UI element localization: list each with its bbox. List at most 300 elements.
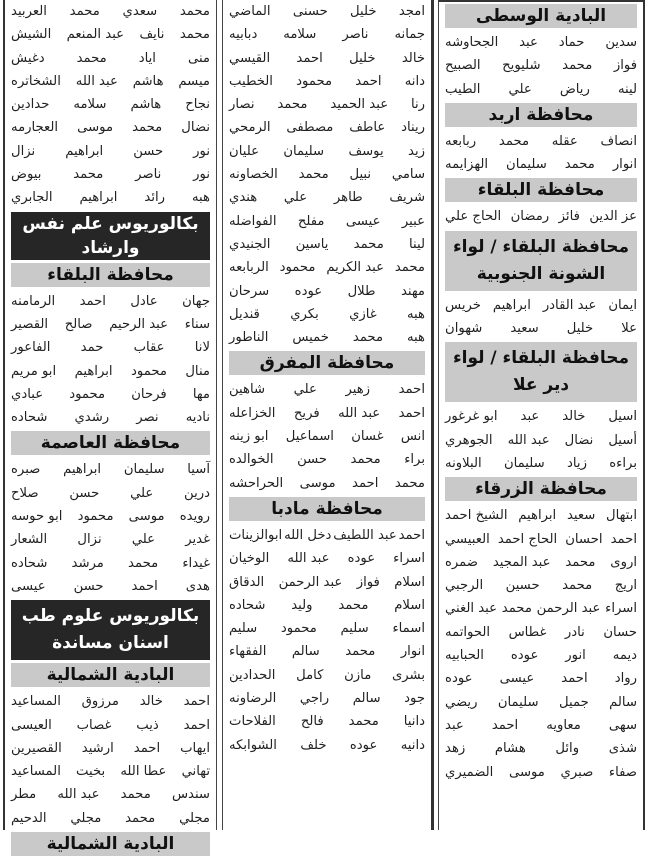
name-part: دخل الله [284,527,332,543]
name-part: الوخيان [229,551,270,567]
name-part: عوده [349,737,378,753]
name-row [229,547,425,570]
name-part: آسيا [187,462,210,478]
name-part: المساعيد [11,764,61,780]
name-part: شريف [389,190,425,206]
name-part: عوده [445,671,473,687]
name-part: فرحان [131,386,167,402]
name-part: نايف [139,27,165,43]
name-part: الفقهاء [229,644,267,660]
name-part: هدى [185,578,210,594]
name-part: سليمان [503,455,545,471]
name-part: رواد [614,671,637,687]
right-column [438,0,645,830]
name-part: عيسى [345,213,381,229]
name-part: غصاب [76,717,112,733]
name-part: عبد الرحمن [278,574,343,590]
name-part: زهد [445,741,466,757]
name-part: مهند [400,283,425,299]
name-row [445,528,637,551]
name-part: علي [283,190,308,206]
name-part: موسى [128,509,165,525]
name-part: نزال [77,532,102,548]
name-part: اسراء [605,601,637,617]
name-part: علي [508,81,532,97]
name-part: الفاعور [11,340,51,356]
name-part: دغيش [11,50,45,66]
name-part: سعيد [510,321,539,337]
name-part: اسلام [394,597,425,613]
name-part: لانا [194,340,210,356]
name-row [11,760,210,783]
name-part: اسماء [392,621,425,637]
name-row [445,691,637,714]
name-part: خالد [139,694,163,710]
name-part: محمد [348,714,379,730]
name-part: ابراهيم [518,508,557,524]
name-part: شاهين [229,382,266,398]
name-row [229,233,425,256]
name-part: عبد الله [75,73,118,89]
name-part: ابتهال [606,508,637,524]
name-part: احمد [79,293,106,309]
name-part: ايمان [608,297,637,313]
name-row [445,294,637,317]
name-part: براءه [609,455,637,471]
name-part: طاهر [333,190,363,206]
name-row [11,163,210,186]
name-part: الربابعه [229,260,269,276]
name-part: هبه [406,306,425,322]
name-part: ابراهيم [492,297,531,313]
name-part: احمد [491,717,519,733]
section-heading: محافظة المفرق [229,351,425,375]
name-part: ايهاب [180,740,210,756]
name-part: عبد القادر [542,297,597,313]
name-part: شحاده [11,555,48,571]
name-row [11,23,210,46]
name-part: مصطفى [286,120,334,136]
name-part: مرزوق [81,694,119,710]
name-row [445,621,637,644]
name-part: الجنيدي [229,236,271,252]
name-part: البلاونه [445,455,482,471]
name-part: محمود [280,621,317,637]
name-part: عز الدين [589,209,637,225]
name-part: محمد [498,133,530,149]
name-part: فالح [300,714,324,730]
name-part: محمد [120,787,151,803]
name-part: محمد [565,554,596,570]
name-part: مطر [11,787,37,803]
section-heading: محافظة الزرقاء [445,477,637,501]
name-part: بخيت [76,764,106,780]
name-part: اريج [614,578,637,594]
name-part: نضال [564,432,594,448]
name-part: محمد [394,260,425,276]
name-part: حسن [73,578,104,594]
name-row [229,640,425,663]
name-row [229,303,425,326]
name-part: الحبابيه [445,648,484,664]
name-part: سليمان [123,462,165,478]
name-row [11,47,210,70]
left-column [3,0,217,855]
name-part: عبد الحميد [330,97,389,113]
name-part: هاشم [132,73,164,89]
name-part: محمد [179,27,210,43]
name-part: تهاني [181,764,210,780]
name-row [229,571,425,594]
name-part: جهان [182,293,210,309]
name-part: عوده [510,648,539,664]
name-part: سالم [291,644,320,660]
name-part: احمد [296,50,323,66]
name-part: ضمره [445,554,479,570]
name-part: انور [565,648,586,664]
name-part: موسى [77,120,114,136]
name-part: محمد [353,236,384,252]
name-part: عبد [520,409,540,425]
name-row [445,574,637,597]
name-part: خالد [562,409,586,425]
name-part: قنديل [229,306,260,322]
name-part: منال [185,363,210,379]
name-part: دانه [404,73,425,89]
section-heading: البادية الوسطى [445,4,637,28]
name-part: نور [193,167,210,183]
name-part: شحاده [229,597,266,613]
name-part: ابراهيم [63,462,102,478]
name-part: الطيب [445,81,481,97]
name-part: عبد المجيد [492,554,551,570]
name-part: نصر [136,410,159,426]
name-part: سعيد [566,508,596,524]
name-part: العجارمه [11,120,59,136]
name-part: بشرى [391,667,425,683]
name-part: محمد [125,810,156,826]
section-heading: محافظة البلقاء [445,178,637,202]
name-part: الحاج احمد [497,531,558,547]
name-part: حسن [297,452,328,468]
name-row [229,448,425,471]
name-part: صفاء [608,764,637,780]
name-part: شحاده [11,410,48,426]
name-row [229,210,425,233]
name-part: عبد الكريم [326,260,385,276]
name-part: صبري [560,764,594,780]
name-part: الشعار [11,532,48,548]
name-part: خالد [401,50,425,66]
name-part: سالم [609,694,637,710]
name-part: محمد [298,167,329,183]
name-part: بيوض [11,167,42,183]
name-part: سهى [608,717,637,733]
name-part: الرضاونه [229,691,277,707]
name-row [445,317,637,340]
name-part: العبيسي [445,531,490,547]
name-part: ناصر [342,27,369,43]
name-row [11,690,210,713]
name-part: أسيل [608,432,637,448]
name-row [11,528,210,551]
name-part: علا [621,321,637,337]
name-row [11,70,210,93]
name-part: انوار [400,644,425,660]
name-part: الماضي [229,4,271,19]
middle-column [222,0,434,830]
name-part: غيداء [182,555,210,571]
name-part: حمد [80,340,104,356]
name-row [445,130,637,153]
name-row [445,737,637,760]
name-part: وائل [555,741,580,757]
name-part: نضال [181,120,210,136]
name-row [229,140,425,163]
name-part: محمد [345,644,376,660]
name-part: عوده [294,283,323,299]
name-part: اسراء [393,551,425,567]
name-part: محمد [394,475,425,491]
name-part: الشيش [11,27,52,43]
name-part: شهوان [445,321,483,337]
name-part: الخزاعله [229,405,276,421]
name-part: احمد [183,717,210,733]
name-row [445,54,637,77]
name-row [229,163,425,186]
name-row [11,0,210,23]
name-part: صالح [64,316,93,332]
name-part: راجي [299,691,330,707]
name-part: محمد [564,157,595,173]
name-part: سامي [391,167,425,183]
name-part: محمد [76,50,107,66]
name-part: احمد [398,382,425,398]
name-row [229,116,425,139]
name-part: الحدادين [229,667,276,683]
name-row [11,458,210,481]
name-row [229,23,425,46]
name-part: المساعيد [11,694,61,710]
name-part: الدقاق [229,574,265,590]
name-part: ريضي [445,694,478,710]
name-part: احمد [398,527,425,543]
name-part: احمد [183,694,210,710]
name-part: حسين [505,578,540,594]
name-part: زهير [345,382,371,398]
name-row [445,597,637,620]
name-part: ابراهيم [65,143,104,159]
name-row [11,575,210,598]
name-row [229,0,425,23]
name-part: الخطيب [229,73,273,89]
name-part: الشيخ احمد [445,508,508,524]
name-part: انس [400,429,425,445]
name-part: فواز [356,574,380,590]
name-part: هبه [406,330,425,346]
name-row [11,807,210,830]
name-part: احسان [565,531,603,547]
name-part: هبه [191,190,210,206]
name-part: القيسي [229,50,271,66]
name-part: جود [404,691,425,707]
name-part: مها [192,386,210,402]
name-part: محمد [128,555,159,571]
section-heading: محافظة البلقاء / لواء دير علا [445,342,637,402]
name-part: خميس [292,330,329,346]
name-part: القصير [11,316,49,332]
name-part: زياد [567,455,587,471]
name-part: مجلي [179,810,210,826]
name-part: ناصر [135,167,162,183]
name-part: عبد الله [287,551,330,567]
name-row [229,256,425,279]
name-part: ميسم [178,73,210,89]
name-part: عبد الله [57,787,100,803]
name-part: محمود [77,509,114,525]
name-part: خلف [300,737,327,753]
name-row [11,482,210,505]
name-part: عاطف [349,120,386,136]
name-part: وليد [291,597,313,613]
section-heading: البادية الشمالية [11,663,210,687]
name-part: احمد [133,740,161,756]
name-row [11,406,210,429]
name-part: سليمان [283,143,325,159]
name-part: الخوالده [229,452,274,468]
name-part: محمد [132,120,163,136]
name-part: محمد [350,452,381,468]
name-part: عيسى [499,671,535,687]
name-row [11,93,210,116]
name-part: اسلام [394,574,425,590]
name-row [445,405,637,428]
name-row [11,186,210,209]
name-part: عبد الغني [445,601,498,617]
name-part: خليل [566,321,594,337]
name-part: ابراهيم [74,363,113,379]
name-part: الضميري [445,764,494,780]
name-part: الصبيح [445,58,481,74]
name-part: نجاح [185,97,210,113]
name-part: محمود [131,363,167,379]
name-part: الشخاتره [11,73,61,89]
name-part: موسى [299,475,336,491]
name-part: سليم [340,621,369,637]
name-part: يوسف [348,143,384,159]
name-part: سرحان [229,283,270,299]
name-part: سالم [352,691,381,707]
name-part: محمد [501,601,532,617]
name-part: احمد [131,578,158,594]
name-row [445,714,637,737]
name-part: احمد [398,405,425,421]
name-part: سدين [605,35,637,50]
name-part: ديمه [612,648,637,664]
name-part: دانيا [403,714,425,730]
name-row [11,360,210,383]
name-row [11,140,210,163]
name-row [445,667,637,690]
name-part: ارشيد [81,740,114,756]
name-part: عبد [445,717,464,733]
degree-banner: بكالوريوس علوم طب اسنان مساندة [11,600,210,660]
name-row [229,280,425,303]
name-part: صلاح [11,485,39,501]
section-heading: محافظة البلقاء [11,263,210,287]
name-row [11,313,210,336]
name-part: انصاف [600,133,637,149]
name-part: محمد [562,578,593,594]
name-part: درين [184,485,210,501]
name-part: مازن [344,667,372,683]
name-row [229,472,425,495]
name-row [229,524,425,547]
name-row [11,383,210,406]
name-part: الحاج علي [445,209,502,225]
name-part: الناطور [229,330,269,346]
name-part: اياد [138,50,156,66]
name-part: فواز [613,58,637,74]
degree-banner: بكالوريوس علم نفس وارشاد [11,212,210,260]
name-part: محمد [277,97,308,113]
name-part: منى [187,50,210,66]
section-heading-cut: البادية الشمالية [11,832,210,856]
name-row [229,93,425,116]
name-part: حسن [133,143,164,159]
name-part: رياض [559,81,590,97]
name-part: نصار [229,97,255,113]
name-part: محمد [352,330,384,346]
name-part: بكري [290,306,319,322]
name-part: رنا [410,97,425,113]
name-part: دبابيه [229,27,258,43]
name-part: شليويح [502,58,541,74]
section-heading: محافظة العاصمة [11,431,210,455]
name-row [229,734,425,757]
name-row [229,425,425,448]
name-row [445,551,637,574]
name-row [11,714,210,737]
section-heading: محافظة مادبا [229,497,425,521]
name-part: فريح [293,405,320,421]
name-part: شذى [608,741,637,757]
name-part: خليل [350,4,377,19]
name-row [229,402,425,425]
name-part: سندس [171,787,210,803]
name-part: اسيل [608,409,637,425]
name-part: الرجبي [445,578,484,594]
name-part: محمد [73,167,104,183]
name-part: غدير [185,532,210,548]
name-part: جمانه [394,27,425,43]
name-row [229,378,425,401]
name-part: دانيه [400,737,425,753]
name-part: ذيب [136,717,159,733]
name-part: ناديه [185,410,210,426]
name-row [229,70,425,93]
name-part: عبد [519,35,538,50]
name-part: حماد [558,35,585,50]
name-part: محمد [179,4,210,19]
name-part: الرمحي [229,120,271,136]
name-part: طلال [347,283,376,299]
name-part: علي [131,532,156,548]
name-part: محمود [296,73,333,89]
name-part: الجابري [11,190,53,206]
name-part: الحراحشه [229,475,284,491]
name-part: نور [193,143,210,159]
